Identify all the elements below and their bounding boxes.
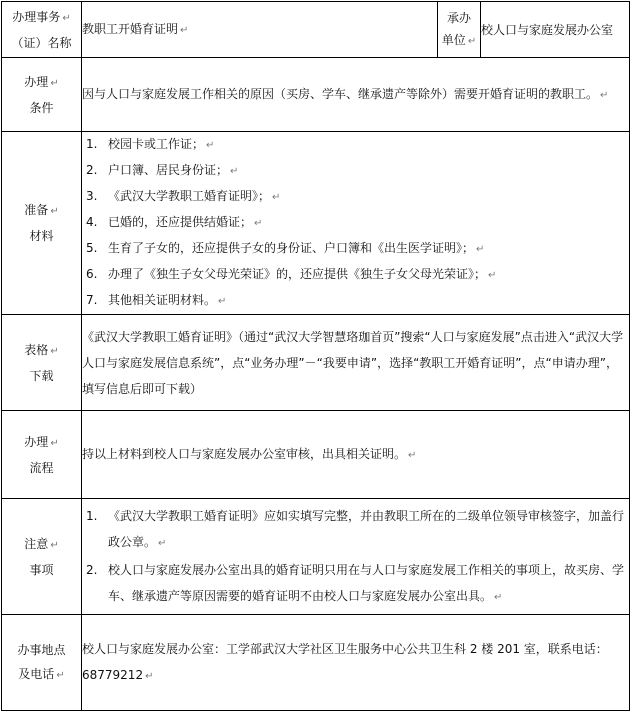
return-arrow-icon: ↵: [56, 669, 65, 681]
return-arrow-icon: ↵: [50, 437, 59, 449]
list-item-text: 其他相关证明材料。: [108, 293, 217, 307]
list-item: [82, 210, 629, 236]
materials-cell: [82, 132, 630, 315]
label-materials: [2, 132, 82, 315]
label-notes-line1: 注意: [24, 536, 49, 551]
return-arrow-icon: ↵: [206, 140, 215, 151]
location-text: 校人口与家庭发展办公室：工学部武汉大学社区卫生服务中心公共卫生科 2 楼 201 室，联系电话：68779212: [82, 641, 608, 682]
label-department-line2: 单位: [441, 32, 466, 47]
list-item: [82, 236, 629, 262]
download-text: 《武汉大学教职工婚育证明》（通过“武汉大学智慧珞珈首页”搜索“人口与家庭发展”点击进入“武汉大学人口与家庭发展信息系统”，点“业务办理”－“我要申请”，选择“教职工开婚育证明”，点“申请办理”，填写信息后即可下载）: [82, 329, 624, 396]
list-item-number: 4.: [86, 215, 98, 229]
return-arrow-icon: ↵: [218, 296, 227, 307]
label-download: [2, 315, 82, 411]
list-item-text: 生育了子女的，还应提供子女的身份证、户口簿和《出生医学证明》；: [108, 241, 475, 255]
return-arrow-icon: ↵: [145, 670, 154, 682]
location-cell: [82, 615, 630, 711]
list-item-text: 《武汉大学教职工婚育证明》；: [108, 189, 271, 203]
list-item: [82, 132, 629, 158]
notes-list: [82, 503, 629, 611]
list-item: [82, 158, 629, 184]
list-item-text: 《武汉大学教职工婚育证明》应如实填写完整，并由教职工所在的二级单位领导审核签字，加盖行政公章。: [108, 508, 625, 549]
label-conditions-line2: 条件: [29, 100, 54, 115]
download-cell: [82, 315, 630, 411]
list-item-number: 1.: [86, 508, 98, 523]
item-name-value: 教职工开婚育证明: [82, 21, 179, 36]
label-conditions: [2, 58, 82, 132]
list-item-number: 7.: [86, 293, 98, 307]
list-item: [82, 503, 629, 557]
label-process-line2: 流程: [29, 460, 54, 475]
label-location: [2, 615, 82, 711]
label-location-line2: 及电话: [18, 666, 55, 681]
list-item-text: 办理了《独生子女父母光荣证》的，还应提供《独生子女父母光荣证》；: [108, 267, 487, 281]
label-download-line1: 表格: [24, 342, 49, 357]
return-arrow-icon: ↵: [50, 345, 59, 357]
label-location-line1: 办事地点: [17, 642, 66, 657]
row-materials: [2, 132, 630, 315]
materials-list: [82, 132, 629, 314]
row-name: [2, 2, 630, 58]
row-download: [2, 315, 630, 411]
service-guide-table: [1, 1, 630, 711]
return-arrow-icon: ↵: [600, 89, 609, 101]
label-department: [438, 2, 481, 58]
list-item-number: 3.: [86, 189, 98, 203]
list-item: [82, 262, 629, 288]
return-arrow-icon: ↵: [408, 449, 417, 461]
department-value-cell: [481, 2, 630, 58]
return-arrow-icon: ↵: [494, 591, 503, 603]
list-item: [82, 184, 629, 210]
item-name-value-cell: [82, 2, 438, 58]
return-arrow-icon: ↵: [180, 24, 189, 36]
row-notes: [2, 499, 630, 615]
label-item-name: [2, 2, 82, 58]
label-notes-line2: 事项: [29, 562, 54, 577]
row-process: [2, 411, 630, 499]
list-item: [82, 557, 629, 611]
list-item-number: 2.: [86, 562, 98, 577]
return-arrow-icon: ↵: [254, 218, 263, 229]
conditions-text: 因与人口与家庭发展工作相关的原因（买房、学车、继承遗产等除外）需要开婚育证明的教职工。: [82, 86, 599, 101]
return-arrow-icon: ↵: [272, 192, 281, 203]
list-item-text: 已婚的，还应提供结婚证；: [108, 215, 253, 229]
list-item-number: 1.: [86, 137, 98, 151]
row-location: [2, 615, 630, 711]
label-materials-line1: 准备: [24, 203, 49, 217]
process-cell: [82, 411, 630, 499]
process-text: 持以上材料到校人口与家庭发展办公室审核，出具相关证明。: [82, 446, 407, 461]
label-item-name-line2: （证）名称: [11, 35, 72, 50]
return-arrow-icon: ↵: [158, 537, 167, 549]
label-item-name-line1: 办理事务: [12, 9, 61, 24]
list-item-number: 2.: [86, 163, 98, 177]
label-download-line2: 下载: [29, 368, 54, 383]
return-arrow-icon: ↵: [50, 539, 59, 551]
label-process-line1: 办理: [24, 434, 49, 449]
notes-cell: [82, 499, 630, 615]
return-arrow-icon: ↵: [488, 270, 497, 281]
return-arrow-icon: ↵: [50, 77, 59, 89]
conditions-cell: [82, 58, 630, 132]
row-conditions: [2, 58, 630, 132]
department-value: 校人口与家庭发展办公室: [481, 22, 614, 37]
list-item-text: 校人口与家庭发展办公室出具的婚育证明只用在与人口与家庭发展工作相关的事项上，故买房、学车、继承遗产等原因需要的婚育证明不由校人口与家庭发展办公室出具。: [108, 562, 625, 603]
return-arrow-icon: ↵: [50, 206, 59, 217]
label-department-line1: 承办: [446, 10, 471, 25]
label-process: [2, 411, 82, 499]
list-item: [82, 288, 629, 314]
list-item-number: 5.: [86, 241, 98, 255]
label-materials-line2: 材料: [29, 229, 54, 243]
label-conditions-line1: 办理: [24, 74, 49, 89]
list-item-number: 6.: [86, 267, 98, 281]
return-arrow-icon: ↵: [230, 166, 239, 177]
list-item-text: 校园卡或工作证；: [108, 137, 205, 151]
label-notes: [2, 499, 82, 615]
return-arrow-icon: ↵: [62, 12, 71, 24]
return-arrow-icon: ↵: [476, 244, 485, 255]
list-item-text: 户口簿、居民身份证；: [108, 163, 229, 177]
return-arrow-icon: ↵: [467, 35, 477, 47]
